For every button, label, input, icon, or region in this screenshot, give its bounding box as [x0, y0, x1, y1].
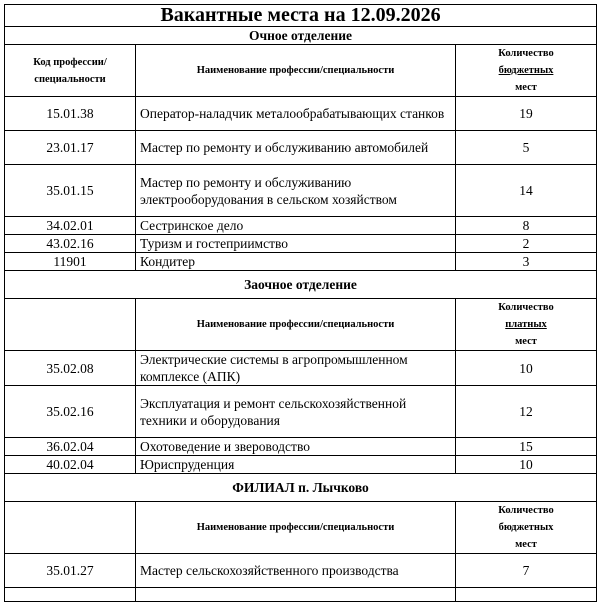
row-count: 10 — [456, 351, 597, 386]
row-count: 12 — [456, 386, 597, 438]
table-row-empty — [5, 588, 597, 602]
header-count-line1: Количество — [498, 302, 554, 313]
row-name: Мастер по ремонту и обслуживанию электрооборудования в сельском хозяйством — [136, 165, 456, 217]
section-row-branch — [5, 474, 597, 502]
row-name: Охотоведение и звероводство — [136, 438, 456, 456]
header-name: Наименование профессии/специальности — [136, 502, 456, 554]
table-row — [5, 253, 597, 271]
header-count — [456, 502, 597, 554]
row-code: 40.02.04 — [5, 456, 136, 474]
header-count-line1: Количество — [498, 505, 554, 516]
row-code: 35.02.16 — [5, 386, 136, 438]
row-code: 35.01.27 — [5, 554, 136, 588]
table-row — [5, 351, 597, 386]
row-code: 36.02.04 — [5, 438, 136, 456]
header-count-line3: мест — [515, 82, 537, 93]
header-count — [456, 299, 597, 351]
header-code-empty — [5, 502, 136, 554]
section-title-full-time: Очное отделение — [5, 27, 597, 45]
row-name: Эксплуатация и ремонт сельскохозяйственной техники и оборудования — [136, 386, 456, 438]
row-code: 15.01.38 — [5, 97, 136, 131]
empty-cell — [136, 588, 456, 602]
empty-cell — [5, 588, 136, 602]
row-code: 43.02.16 — [5, 235, 136, 253]
row-count: 19 — [456, 97, 597, 131]
section-title-part-time: Заочное отделение — [5, 271, 597, 299]
row-name: Мастер по ремонту и обслуживанию автомобилей — [136, 131, 456, 165]
row-count: 5 — [456, 131, 597, 165]
section-row-part-time — [5, 271, 597, 299]
table-row — [5, 386, 597, 438]
row-code: 35.01.15 — [5, 165, 136, 217]
header-count-line3: мест — [515, 539, 537, 550]
row-name: Туризм и гостеприимство — [136, 235, 456, 253]
row-name: Электрические системы в агропромышленном комплексе (АПК) — [136, 351, 456, 386]
row-count: 10 — [456, 456, 597, 474]
header-count-line2: бюджетных — [498, 522, 554, 533]
row-code: 34.02.01 — [5, 217, 136, 235]
header-row-branch — [5, 502, 597, 554]
header-count-line2: бюджетных — [498, 65, 554, 76]
row-code: 23.01.17 — [5, 131, 136, 165]
row-name: Оператор-наладчик металообрабатывающих станков — [136, 97, 456, 131]
table-row — [5, 438, 597, 456]
header-count-line2: платных — [505, 319, 547, 330]
table-row — [5, 554, 597, 588]
header-count — [456, 45, 597, 97]
table-row — [5, 131, 597, 165]
section-row-full-time — [5, 27, 597, 45]
header-code: Код профессии/ специальности — [5, 45, 136, 97]
row-count: 15 — [456, 438, 597, 456]
header-count-line3: мест — [515, 336, 537, 347]
vacancies-table — [4, 4, 597, 602]
row-count: 3 — [456, 253, 597, 271]
row-count: 14 — [456, 165, 597, 217]
header-code-empty — [5, 299, 136, 351]
header-name: Наименование профессии/специальности — [136, 45, 456, 97]
row-code: 35.02.08 — [5, 351, 136, 386]
table-row — [5, 456, 597, 474]
section-title-branch: ФИЛИАЛ п. Лычково — [5, 474, 597, 502]
table-row — [5, 217, 597, 235]
row-count: 7 — [456, 554, 597, 588]
title-row — [5, 5, 597, 27]
header-count-line1: Количество — [498, 48, 554, 59]
row-name: Мастер сельскохозяйственного производства — [136, 554, 456, 588]
row-name: Сестринское дело — [136, 217, 456, 235]
row-count: 2 — [456, 235, 597, 253]
table-row — [5, 165, 597, 217]
header-name: Наименование профессии/специальности — [136, 299, 456, 351]
row-name: Юриспруденция — [136, 456, 456, 474]
header-row-part-time — [5, 299, 597, 351]
row-name: Кондитер — [136, 253, 456, 271]
table-row — [5, 235, 597, 253]
table-row — [5, 97, 597, 131]
empty-cell — [456, 588, 597, 602]
page-title: Вакантные места на 12.09.2026 — [5, 5, 597, 27]
row-code: 11901 — [5, 253, 136, 271]
row-count: 8 — [456, 217, 597, 235]
header-row-full-time — [5, 45, 597, 97]
